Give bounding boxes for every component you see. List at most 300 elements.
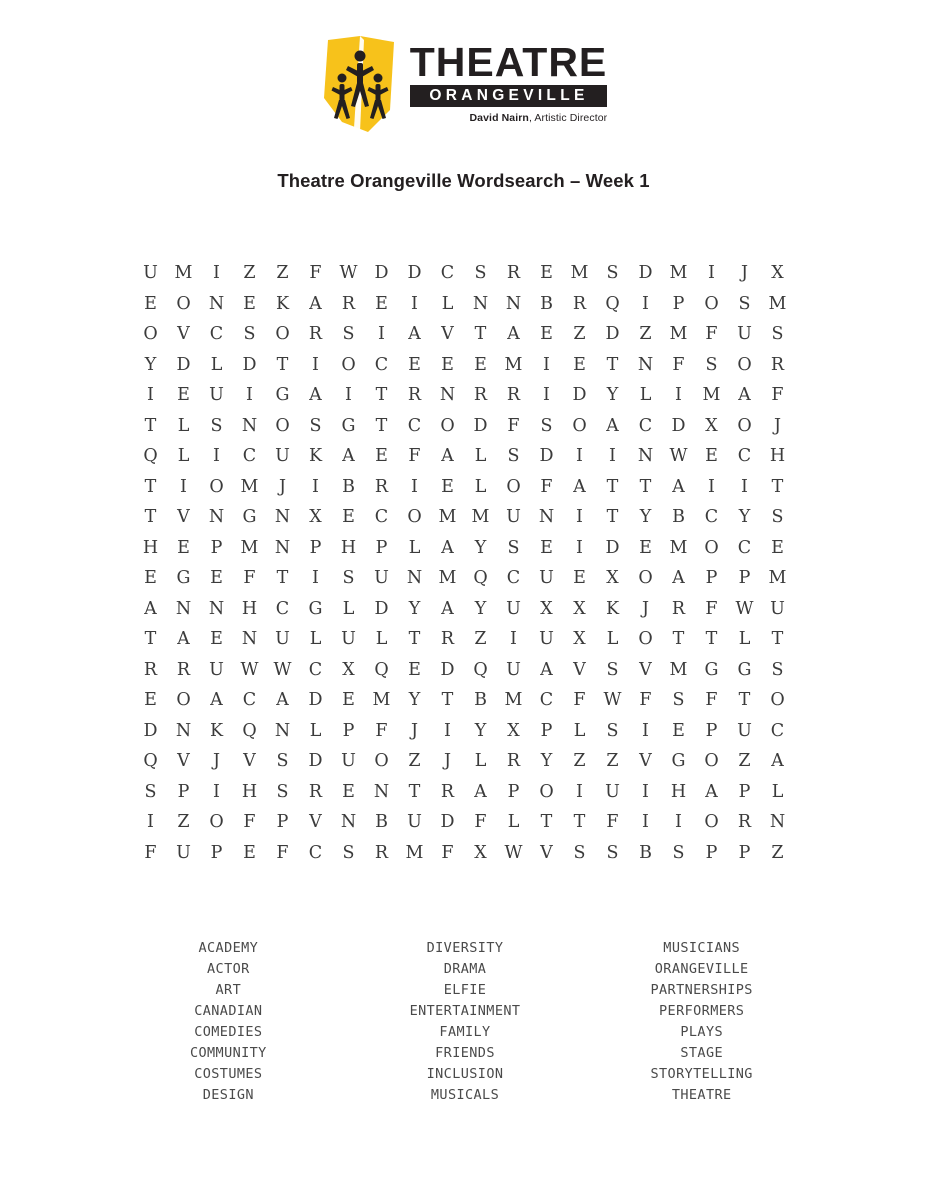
grid-cell[interactable]: Z (639, 324, 652, 345)
grid-cell[interactable]: I (642, 293, 649, 314)
grid-cell[interactable]: F (507, 415, 520, 436)
grid-cell[interactable]: E (474, 354, 487, 375)
grid-cell[interactable]: M (504, 690, 523, 711)
grid-cell[interactable]: W (669, 446, 688, 467)
grid-cell[interactable]: F (771, 385, 784, 406)
grid-cell[interactable]: D (605, 324, 620, 345)
grid-cell[interactable]: I (708, 263, 715, 284)
grid-cell[interactable]: M (570, 263, 589, 284)
grid-cell[interactable]: Z (606, 751, 619, 772)
grid-cell[interactable]: S (210, 415, 223, 436)
grid-cell[interactable]: N (505, 293, 522, 314)
grid-cell[interactable]: S (771, 324, 784, 345)
grid-cell[interactable]: I (576, 781, 583, 802)
grid-cell[interactable]: D (308, 690, 323, 711)
grid-cell[interactable]: U (605, 781, 620, 802)
grid-cell[interactable]: C (374, 354, 389, 375)
grid-cell[interactable]: Z (177, 812, 190, 833)
grid-cell[interactable]: P (672, 293, 685, 314)
grid-cell[interactable]: Q (374, 659, 389, 680)
grid-cell[interactable]: H (769, 446, 786, 467)
grid-cell[interactable]: I (312, 476, 319, 497)
grid-cell[interactable]: U (539, 568, 554, 589)
grid-cell[interactable]: C (638, 415, 653, 436)
grid-cell[interactable]: O (704, 751, 719, 772)
grid-cell[interactable]: B (672, 507, 685, 528)
grid-cell[interactable]: W (603, 690, 622, 711)
grid-cell[interactable]: E (408, 354, 421, 375)
grid-cell[interactable]: I (411, 476, 418, 497)
grid-cell[interactable]: R (440, 629, 455, 650)
grid-cell[interactable]: E (639, 537, 652, 558)
grid-cell[interactable]: I (609, 446, 616, 467)
grid-cell[interactable]: U (737, 720, 752, 741)
grid-cell[interactable]: I (147, 812, 154, 833)
grid-cell[interactable]: T (606, 354, 619, 375)
grid-cell[interactable]: B (540, 293, 553, 314)
grid-cell[interactable]: F (144, 842, 157, 863)
grid-cell[interactable]: U (209, 659, 224, 680)
grid-cell[interactable]: F (705, 324, 718, 345)
grid-cell[interactable]: S (573, 842, 586, 863)
grid-cell[interactable]: E (144, 568, 157, 589)
grid-cell[interactable]: T (375, 415, 388, 436)
grid-cell[interactable]: V (573, 659, 586, 680)
grid-cell[interactable]: M (240, 476, 259, 497)
grid-cell[interactable]: S (606, 659, 619, 680)
grid-cell[interactable]: S (342, 842, 355, 863)
grid-cell[interactable]: E (540, 324, 553, 345)
grid-cell[interactable]: V (177, 324, 190, 345)
grid-cell[interactable]: S (144, 781, 157, 802)
grid-cell[interactable]: A (606, 415, 619, 436)
grid-cell[interactable]: E (375, 293, 388, 314)
grid-cell[interactable]: T (375, 385, 388, 406)
grid-cell[interactable]: Z (573, 324, 586, 345)
grid-cell[interactable]: E (177, 537, 190, 558)
grid-cell[interactable]: U (539, 629, 554, 650)
grid-cell[interactable]: P (210, 537, 223, 558)
grid-cell[interactable]: O (176, 690, 191, 711)
grid-cell[interactable]: F (606, 812, 619, 833)
grid-cell[interactable]: L (408, 537, 421, 558)
grid-cell[interactable]: I (213, 263, 220, 284)
grid-cell[interactable]: D (539, 446, 554, 467)
grid-cell[interactable]: L (738, 629, 751, 650)
grid-cell[interactable]: I (444, 720, 451, 741)
grid-cell[interactable]: A (672, 476, 685, 497)
grid-cell[interactable]: I (246, 385, 253, 406)
grid-cell[interactable]: L (474, 476, 487, 497)
grid-cell[interactable]: Q (143, 446, 158, 467)
grid-cell[interactable]: E (672, 720, 685, 741)
grid-cell[interactable]: D (671, 415, 686, 436)
grid-cell[interactable]: M (504, 354, 523, 375)
grid-cell[interactable]: M (768, 568, 787, 589)
grid-cell[interactable]: A (441, 598, 454, 619)
grid-cell[interactable]: R (572, 293, 587, 314)
grid-cell[interactable]: L (573, 720, 586, 741)
grid-cell[interactable]: O (440, 415, 455, 436)
grid-cell[interactable]: F (276, 842, 289, 863)
grid-cell[interactable]: O (275, 415, 290, 436)
grid-cell[interactable]: T (606, 476, 619, 497)
grid-cell[interactable]: J (641, 598, 649, 619)
grid-cell[interactable]: Y (408, 690, 421, 711)
grid-cell[interactable]: X (771, 263, 784, 284)
grid-cell[interactable]: S (771, 507, 784, 528)
grid-cell[interactable]: O (176, 293, 191, 314)
grid-cell[interactable]: L (210, 354, 223, 375)
grid-cell[interactable]: R (440, 781, 455, 802)
grid-cell[interactable]: I (642, 720, 649, 741)
grid-cell[interactable]: N (274, 720, 291, 741)
grid-cell[interactable]: X (573, 598, 586, 619)
grid-cell[interactable]: U (374, 568, 389, 589)
grid-cell[interactable]: F (573, 690, 586, 711)
grid-cell[interactable]: G (275, 385, 290, 406)
grid-cell[interactable]: U (341, 751, 356, 772)
grid-cell[interactable]: T (738, 690, 751, 711)
grid-cell[interactable]: U (341, 629, 356, 650)
grid-cell[interactable]: K (209, 720, 224, 741)
grid-cell[interactable]: R (341, 293, 356, 314)
grid-cell[interactable]: I (642, 812, 649, 833)
grid-cell[interactable]: Z (243, 263, 256, 284)
grid-cell[interactable]: J (773, 415, 781, 436)
grid-cell[interactable]: V (243, 751, 256, 772)
grid-cell[interactable]: R (407, 385, 422, 406)
grid-cell[interactable]: L (474, 446, 487, 467)
grid-cell[interactable]: A (738, 385, 751, 406)
grid-cell[interactable]: P (177, 781, 190, 802)
grid-cell[interactable]: S (276, 751, 289, 772)
grid-cell[interactable]: A (507, 324, 520, 345)
grid-cell[interactable]: O (143, 324, 158, 345)
grid-cell[interactable]: O (341, 354, 356, 375)
grid-cell[interactable]: F (672, 354, 685, 375)
grid-cell[interactable]: E (540, 263, 553, 284)
grid-cell[interactable]: Z (408, 751, 421, 772)
grid-cell[interactable]: S (738, 293, 751, 314)
grid-cell[interactable]: N (472, 293, 489, 314)
grid-cell[interactable]: U (143, 263, 158, 284)
grid-cell[interactable]: I (213, 446, 220, 467)
grid-cell[interactable]: N (637, 446, 654, 467)
grid-cell[interactable]: P (705, 568, 718, 589)
grid-cell[interactable]: S (342, 568, 355, 589)
grid-cell[interactable]: E (243, 293, 256, 314)
grid-cell[interactable]: C (737, 537, 752, 558)
grid-cell[interactable]: X (342, 659, 355, 680)
grid-cell[interactable]: O (275, 324, 290, 345)
grid-cell[interactable]: Z (738, 751, 751, 772)
grid-cell[interactable]: U (506, 659, 521, 680)
grid-cell[interactable]: Y (144, 354, 157, 375)
grid-cell[interactable]: H (241, 598, 258, 619)
grid-cell[interactable]: D (440, 812, 455, 833)
grid-cell[interactable]: M (669, 263, 688, 284)
grid-cell[interactable]: D (572, 385, 587, 406)
grid-cell[interactable]: L (474, 751, 487, 772)
grid-cell[interactable]: T (144, 507, 157, 528)
grid-cell[interactable]: N (769, 812, 786, 833)
grid-cell[interactable]: A (276, 690, 289, 711)
grid-cell[interactable]: K (605, 598, 620, 619)
grid-cell[interactable]: O (638, 568, 653, 589)
grid-cell[interactable]: M (669, 324, 688, 345)
grid-cell[interactable]: G (176, 568, 191, 589)
grid-cell[interactable]: E (342, 690, 355, 711)
grid-cell[interactable]: D (308, 751, 323, 772)
grid-cell[interactable]: T (639, 476, 652, 497)
grid-cell[interactable]: I (510, 629, 517, 650)
grid-cell[interactable]: U (275, 629, 290, 650)
grid-cell[interactable]: Y (474, 720, 487, 741)
grid-cell[interactable]: F (639, 690, 652, 711)
grid-cell[interactable]: Y (474, 598, 487, 619)
grid-cell[interactable]: W (504, 842, 523, 863)
grid-cell[interactable]: H (142, 537, 159, 558)
grid-cell[interactable]: Y (738, 507, 751, 528)
grid-cell[interactable]: R (374, 842, 389, 863)
grid-cell[interactable]: E (243, 842, 256, 863)
grid-cell[interactable]: E (210, 629, 223, 650)
grid-cell[interactable]: M (702, 385, 721, 406)
grid-cell[interactable]: T (540, 812, 553, 833)
grid-cell[interactable]: V (177, 507, 190, 528)
grid-cell[interactable]: X (507, 720, 520, 741)
grid-cell[interactable]: B (474, 690, 487, 711)
grid-cell[interactable]: F (474, 812, 487, 833)
grid-cell[interactable]: M (669, 659, 688, 680)
grid-cell[interactable]: N (373, 781, 390, 802)
grid-cell[interactable]: R (308, 324, 323, 345)
grid-cell[interactable]: E (144, 293, 157, 314)
grid-cell[interactable]: G (242, 507, 257, 528)
grid-cell[interactable]: N (637, 354, 654, 375)
grid-cell[interactable]: I (180, 476, 187, 497)
grid-cell[interactable]: C (770, 720, 785, 741)
grid-cell[interactable]: O (539, 781, 554, 802)
grid-cell[interactable]: L (177, 446, 190, 467)
grid-cell[interactable]: B (639, 842, 652, 863)
grid-cell[interactable]: C (704, 507, 719, 528)
grid-cell[interactable]: M (240, 537, 259, 558)
grid-cell[interactable]: B (375, 812, 388, 833)
grid-cell[interactable]: D (473, 415, 488, 436)
grid-cell[interactable]: Y (639, 507, 652, 528)
grid-cell[interactable]: N (175, 720, 192, 741)
grid-cell[interactable]: O (737, 415, 752, 436)
grid-cell[interactable]: P (276, 812, 289, 833)
grid-cell[interactable]: D (374, 598, 389, 619)
grid-cell[interactable]: M (438, 568, 457, 589)
grid-cell[interactable]: S (672, 842, 685, 863)
grid-cell[interactable]: E (144, 690, 157, 711)
grid-cell[interactable]: T (408, 629, 421, 650)
grid-cell[interactable]: Y (408, 598, 421, 619)
grid-cell[interactable]: S (507, 537, 520, 558)
grid-cell[interactable]: I (708, 476, 715, 497)
grid-cell[interactable]: L (606, 629, 619, 650)
grid-cell[interactable]: U (407, 812, 422, 833)
grid-cell[interactable]: N (439, 385, 456, 406)
grid-cell[interactable]: S (606, 263, 619, 284)
grid-cell[interactable]: S (672, 690, 685, 711)
grid-cell[interactable]: F (705, 690, 718, 711)
grid-cell[interactable]: C (242, 690, 257, 711)
grid-cell[interactable]: D (374, 263, 389, 284)
grid-cell[interactable]: G (308, 598, 323, 619)
grid-cell[interactable]: E (408, 659, 421, 680)
grid-cell[interactable]: W (735, 598, 754, 619)
grid-cell[interactable]: E (375, 446, 388, 467)
grid-cell[interactable]: A (342, 446, 355, 467)
grid-cell[interactable]: Z (771, 842, 784, 863)
grid-cell[interactable]: S (474, 263, 487, 284)
grid-cell[interactable]: V (441, 324, 454, 345)
grid-cell[interactable]: I (741, 476, 748, 497)
grid-cell[interactable]: L (441, 293, 454, 314)
grid-cell[interactable]: A (210, 690, 223, 711)
grid-cell[interactable]: M (768, 293, 787, 314)
grid-cell[interactable]: A (705, 781, 718, 802)
grid-cell[interactable]: E (573, 568, 586, 589)
grid-cell[interactable]: Q (242, 720, 257, 741)
grid-cell[interactable]: L (771, 781, 784, 802)
grid-cell[interactable]: P (507, 781, 520, 802)
grid-cell[interactable]: F (375, 720, 388, 741)
grid-cell[interactable]: E (342, 781, 355, 802)
grid-cell[interactable]: A (771, 751, 784, 772)
grid-cell[interactable]: F (309, 263, 322, 284)
grid-cell[interactable]: M (438, 507, 457, 528)
grid-cell[interactable]: U (506, 507, 521, 528)
grid-cell[interactable]: A (672, 568, 685, 589)
grid-cell[interactable]: A (540, 659, 553, 680)
grid-cell[interactable]: T (672, 629, 685, 650)
grid-cell[interactable]: C (308, 659, 323, 680)
grid-cell[interactable]: I (675, 812, 682, 833)
grid-cell[interactable]: V (309, 812, 322, 833)
grid-cell[interactable]: S (309, 415, 322, 436)
grid-cell[interactable]: G (704, 659, 719, 680)
grid-cell[interactable]: I (213, 781, 220, 802)
grid-cell[interactable]: X (309, 507, 322, 528)
grid-cell[interactable]: O (770, 690, 785, 711)
grid-cell[interactable]: E (573, 354, 586, 375)
grid-cell[interactable]: H (670, 781, 687, 802)
grid-cell[interactable]: R (506, 751, 521, 772)
grid-cell[interactable]: A (144, 598, 157, 619)
grid-cell[interactable]: S (606, 720, 619, 741)
grid-cell[interactable]: D (605, 537, 620, 558)
grid-cell[interactable]: O (374, 751, 389, 772)
grid-cell[interactable]: F (441, 842, 454, 863)
grid-cell[interactable]: X (540, 598, 553, 619)
grid-cell[interactable]: E (441, 354, 454, 375)
grid-cell[interactable]: A (474, 781, 487, 802)
grid-cell[interactable]: U (737, 324, 752, 345)
grid-cell[interactable]: R (308, 781, 323, 802)
grid-cell[interactable]: I (147, 385, 154, 406)
grid-cell[interactable]: N (406, 568, 423, 589)
grid-cell[interactable]: D (638, 263, 653, 284)
grid-cell[interactable]: N (241, 629, 258, 650)
grid-cell[interactable]: N (538, 507, 555, 528)
grid-cell[interactable]: M (372, 690, 391, 711)
grid-cell[interactable]: R (506, 263, 521, 284)
grid-cell[interactable]: Y (606, 385, 619, 406)
grid-cell[interactable]: R (770, 354, 785, 375)
grid-cell[interactable]: S (705, 354, 718, 375)
grid-cell[interactable]: B (342, 476, 355, 497)
grid-cell[interactable]: R (143, 659, 158, 680)
grid-cell[interactable]: E (177, 385, 190, 406)
grid-cell[interactable]: G (671, 751, 686, 772)
grid-cell[interactable]: T (144, 415, 157, 436)
grid-cell[interactable]: M (174, 263, 193, 284)
grid-cell[interactable]: J (740, 263, 748, 284)
grid-cell[interactable]: F (243, 568, 256, 589)
grid-cell[interactable]: N (208, 598, 225, 619)
grid-cell[interactable]: C (308, 842, 323, 863)
grid-cell[interactable]: A (309, 385, 322, 406)
grid-cell[interactable]: S (771, 659, 784, 680)
grid-cell[interactable]: R (473, 385, 488, 406)
grid-cell[interactable]: K (308, 446, 323, 467)
grid-cell[interactable]: Z (573, 751, 586, 772)
grid-cell[interactable]: W (339, 263, 358, 284)
grid-cell[interactable]: M (405, 842, 424, 863)
grid-cell[interactable]: T (276, 568, 289, 589)
grid-cell[interactable]: W (273, 659, 292, 680)
grid-cell[interactable]: U (275, 446, 290, 467)
grid-cell[interactable]: E (771, 537, 784, 558)
grid-cell[interactable]: C (737, 446, 752, 467)
grid-cell[interactable]: U (770, 598, 785, 619)
grid-cell[interactable]: W (240, 659, 259, 680)
grid-cell[interactable]: I (675, 385, 682, 406)
grid-cell[interactable]: J (443, 751, 451, 772)
grid-cell[interactable]: I (543, 354, 550, 375)
grid-cell[interactable]: O (209, 476, 224, 497)
grid-cell[interactable]: L (309, 720, 322, 741)
grid-cell[interactable]: O (737, 354, 752, 375)
grid-cell[interactable]: O (572, 415, 587, 436)
grid-cell[interactable]: E (705, 446, 718, 467)
grid-cell[interactable]: T (474, 324, 487, 345)
grid-cell[interactable]: I (642, 781, 649, 802)
grid-cell[interactable]: C (440, 263, 455, 284)
grid-cell[interactable]: P (309, 537, 322, 558)
grid-cell[interactable]: I (411, 293, 418, 314)
grid-cell[interactable]: Q (473, 659, 488, 680)
grid-cell[interactable]: S (507, 446, 520, 467)
grid-cell[interactable]: T (441, 690, 454, 711)
grid-cell[interactable]: F (243, 812, 256, 833)
grid-cell[interactable]: O (704, 293, 719, 314)
grid-cell[interactable]: L (309, 629, 322, 650)
grid-cell[interactable]: U (506, 598, 521, 619)
grid-cell[interactable]: G (341, 415, 356, 436)
grid-cell[interactable]: E (441, 476, 454, 497)
grid-cell[interactable]: T (144, 476, 157, 497)
grid-cell[interactable]: F (705, 598, 718, 619)
grid-cell[interactable]: L (375, 629, 388, 650)
grid-cell[interactable]: H (340, 537, 357, 558)
